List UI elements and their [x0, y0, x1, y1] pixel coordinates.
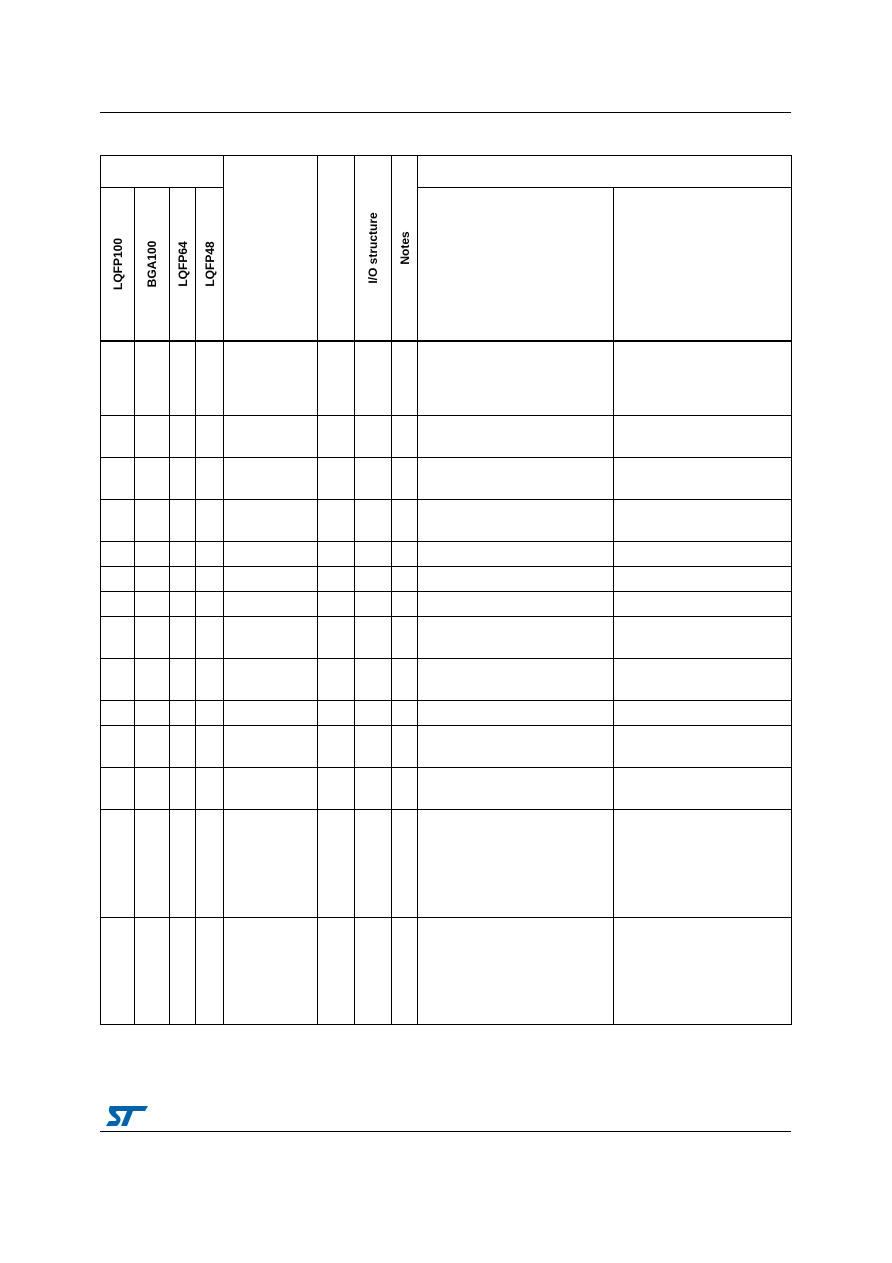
default-function-header	[418, 188, 614, 342]
st-logo	[104, 1103, 152, 1129]
remap-function-header	[614, 188, 792, 342]
header-rule	[100, 112, 791, 113]
pin-name-header	[224, 156, 318, 342]
table-row	[101, 591, 792, 616]
table-row	[101, 499, 792, 541]
table-row	[101, 457, 792, 499]
bga100-header: BGA100	[135, 188, 170, 342]
table-row	[101, 917, 792, 1024]
table-row	[101, 725, 792, 767]
notes-header: Notes	[392, 156, 418, 342]
pin-type-header	[318, 156, 355, 342]
lqfp100-header: LQFP100	[101, 188, 135, 342]
alternate-functions-group-header	[418, 156, 792, 188]
pin-number-group-header	[101, 156, 224, 188]
table-row	[101, 658, 792, 700]
lqfp48-header: LQFP48	[196, 188, 224, 342]
io-structure-header: I/O structure	[355, 156, 392, 342]
table-row	[101, 415, 792, 457]
footer-rule	[100, 1131, 791, 1132]
table-row	[101, 541, 792, 566]
table-row	[101, 616, 792, 658]
table-row	[101, 700, 792, 725]
table-row	[101, 809, 792, 917]
table-row	[101, 767, 792, 809]
lqfp64-header: LQFP64	[170, 188, 196, 342]
table-row	[101, 566, 792, 591]
pin-definition-table	[100, 155, 792, 1025]
table-row	[101, 341, 792, 415]
